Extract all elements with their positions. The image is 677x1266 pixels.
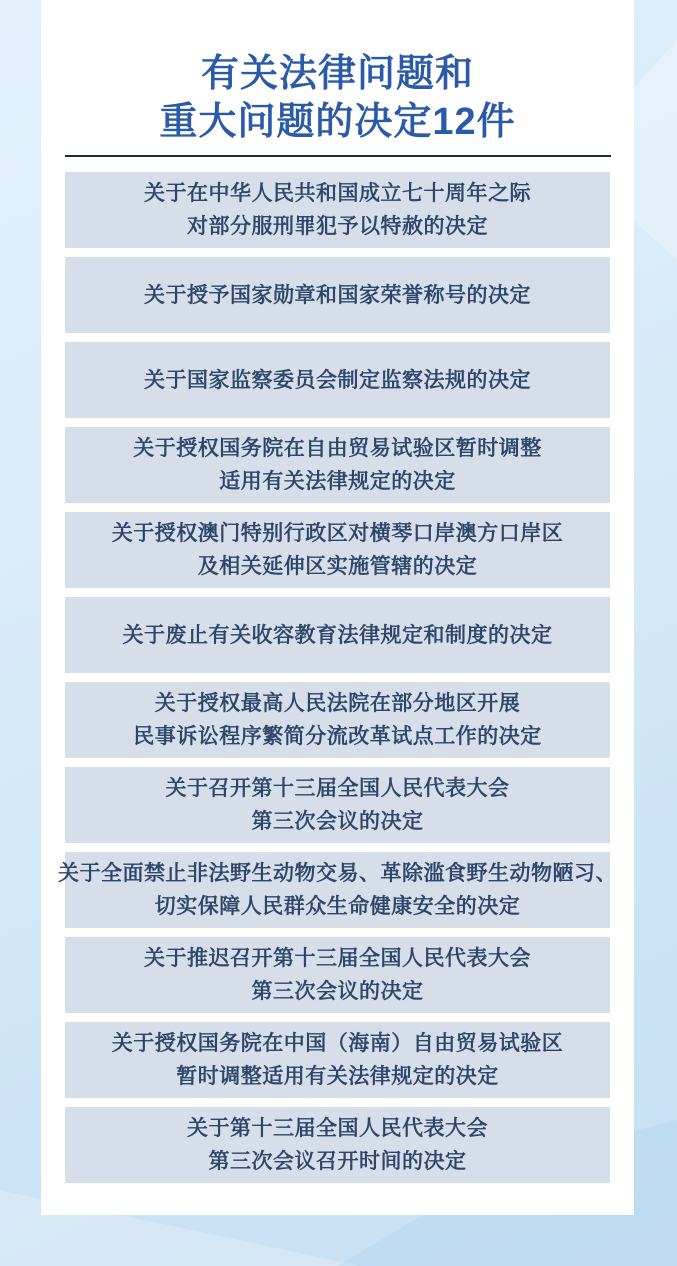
- page-title-line: 有关法律问题和: [200, 53, 474, 95]
- decision-item: [65, 767, 610, 843]
- page-title: [41, 0, 634, 157]
- decision-item: [65, 342, 610, 418]
- decision-item: [65, 937, 610, 1013]
- decision-item-line: 第三次会议的决定: [251, 980, 424, 1003]
- decision-item-line: 关于废止有关收容教育法律规定和制度的决定: [122, 623, 553, 647]
- decision-item: [65, 257, 610, 333]
- decision-item: [65, 512, 610, 588]
- decision-item: [58, 852, 617, 928]
- decision-item: [65, 1022, 610, 1098]
- decision-item-line: 关于召开第十三届全国人民代表大会: [165, 777, 510, 800]
- content-card: [41, 0, 634, 1215]
- title-divider: [65, 155, 611, 157]
- decision-item-line: 关于国家监察委员会制定监察法规的决定: [144, 368, 531, 392]
- decision-item-line: 关于全面禁止非法野生动物交易、革除滥食野生动物陋习、: [58, 862, 617, 885]
- decision-item-line: 关于授予国家勋章和国家荣誉称号的决定: [144, 283, 531, 307]
- decision-item-line: 关于授权澳门特别行政区对横琴口岸澳方口岸区: [111, 522, 564, 545]
- decision-item-line: 关于在中华人民共和国成立七十周年之际: [144, 182, 531, 205]
- decision-item-line: 及相关延伸区实施管辖的决定: [197, 555, 478, 578]
- decision-item-line: 关于推迟召开第十三届全国人民代表大会: [144, 947, 531, 970]
- decision-item-line: 对部分服刑罪犯予以特赦的决定: [187, 215, 488, 238]
- decision-item-line: 切实保障人民群众生命健康安全的决定: [154, 895, 521, 918]
- decision-item: [65, 172, 610, 248]
- decision-list: [58, 172, 617, 1192]
- decision-item-line: 关于第十三届全国人民代表大会: [187, 1117, 488, 1140]
- page-title-line: 重大问题的决定12件: [159, 101, 516, 143]
- decision-item: [65, 1107, 610, 1183]
- decision-item-line: 关于授权国务院在中国（海南）自由贸易试验区: [111, 1032, 564, 1055]
- decision-item: [65, 597, 610, 673]
- decision-item-line: 第三次会议召开时间的决定: [208, 1150, 467, 1173]
- decision-item-line: 暂时调整适用有关法律规定的决定: [176, 1065, 499, 1088]
- decision-item: [65, 427, 610, 503]
- decision-item: [65, 682, 610, 758]
- decision-item-line: 关于授权最高人民法院在部分地区开展: [154, 692, 521, 715]
- decision-item-line: 关于授权国务院在自由贸易试验区暂时调整: [133, 437, 542, 460]
- decision-item-line: 适用有关法律规定的决定: [219, 470, 456, 493]
- decision-item-line: 民事诉讼程序繁简分流改革试点工作的决定: [133, 725, 542, 748]
- decision-item-line: 第三次会议的决定: [251, 810, 424, 833]
